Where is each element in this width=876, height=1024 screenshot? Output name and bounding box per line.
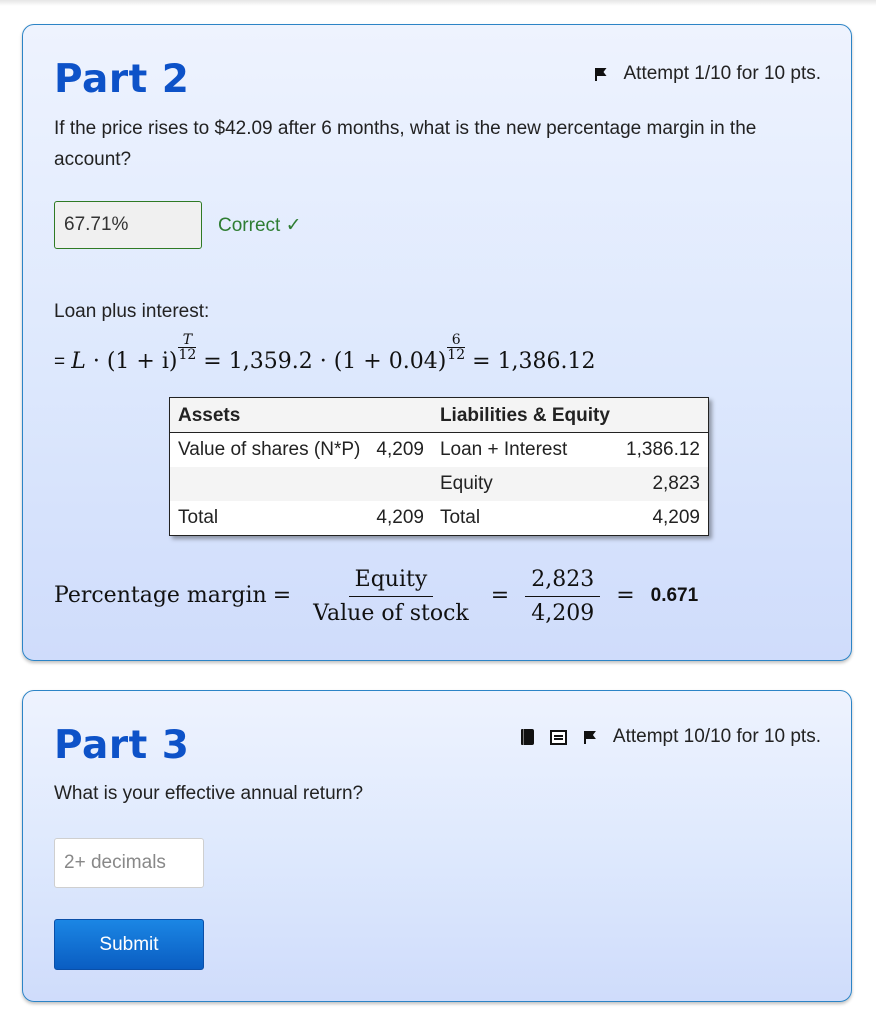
table-header-row — [170, 398, 709, 433]
formula-loan: 1,359.2 — [228, 348, 313, 374]
formula-dot: · — [92, 348, 100, 374]
exp2-den: 12 — [447, 347, 466, 363]
answer-field[interactable]: 67.71% — [54, 201, 202, 249]
loan-label: Loan plus interest: — [54, 301, 210, 322]
flag-icon[interactable] — [594, 67, 608, 81]
fraction-denominator-value: 4,209 — [531, 601, 595, 626]
film-icon[interactable] — [550, 730, 567, 745]
table-cell: Loan + Interest — [439, 439, 568, 460]
table-cell: Value of shares (N*P) — [178, 439, 361, 460]
margin-label: Percentage margin — [54, 583, 267, 608]
table-header: Assets — [170, 398, 369, 433]
part-3-title: Part 3 — [54, 723, 190, 768]
margin-eq-2: = — [490, 583, 510, 608]
exp-num: T — [178, 333, 196, 348]
formula-dot-2: · — [319, 348, 327, 374]
margin-fraction-values — [525, 565, 600, 626]
submit-button[interactable]: Submit — [54, 919, 204, 970]
part-2-question: If the price rises to $42.09 after 6 months, what is the new percentage margin in the account? — [54, 118, 757, 170]
margin-formula — [54, 565, 698, 626]
answer-input[interactable] — [54, 838, 204, 888]
formula-result: 1,386.12 — [497, 348, 596, 374]
table-cell — [368, 467, 432, 501]
margin-eq: = — [272, 583, 292, 608]
table-cell: Total — [439, 507, 481, 528]
part-3-attempt — [521, 726, 821, 748]
attempt-label: Attempt 1/10 for 10 pts. — [623, 63, 821, 84]
part-2-card — [22, 24, 852, 661]
attempt-label: Attempt 10/10 for 10 pts. — [612, 726, 821, 747]
table-cell — [170, 467, 369, 501]
fraction-numerator-value: 2,823 — [525, 565, 600, 597]
table-row — [170, 501, 709, 536]
fraction-denominator: Value of stock — [313, 601, 469, 626]
book-icon[interactable] — [521, 729, 534, 745]
formula-base-2: (1 + 0.04) — [333, 348, 447, 374]
part-3-card — [22, 690, 852, 1002]
fraction-numerator: Equity — [349, 565, 434, 597]
part-3-question: What is your effective annual return? — [54, 783, 364, 804]
balance-sheet-table — [169, 397, 709, 536]
table-cell: 1,386.12 — [626, 439, 700, 460]
table-cell: 4,209 — [376, 507, 424, 528]
table-cell: 4,209 — [376, 439, 424, 460]
table-header: Liabilities & Equity — [432, 398, 618, 433]
margin-fraction — [307, 565, 475, 626]
table-row — [170, 433, 709, 468]
page-top-edge — [0, 0, 876, 6]
formula-eq-2: = — [472, 348, 491, 374]
margin-eq-3: = — [616, 583, 635, 608]
table-row — [170, 467, 709, 501]
table-cell: 2,823 — [618, 467, 709, 501]
table-header — [368, 398, 432, 433]
margin-result: 0.671 — [650, 584, 699, 606]
formula-base: (1 + i) — [106, 348, 178, 374]
formula-exponent-2 — [447, 333, 465, 362]
correct-status: Correct ✓ — [218, 215, 302, 236]
exp-den: 12 — [178, 347, 197, 363]
formula-prefix: = — [54, 351, 66, 373]
part-2-attempt — [594, 63, 822, 85]
table-cell: 4,209 — [652, 507, 700, 528]
loan-formula — [54, 332, 596, 376]
table-header — [618, 398, 709, 433]
table-cell: Equity — [432, 467, 618, 501]
exp2-num: 6 — [447, 333, 465, 348]
table-cell: Total — [178, 507, 219, 528]
formula-exponent — [178, 333, 196, 362]
flag-icon[interactable] — [583, 730, 597, 744]
formula-eq: = — [203, 348, 222, 374]
formula-L: L — [71, 348, 86, 374]
part-2-title: Part 2 — [54, 57, 190, 102]
